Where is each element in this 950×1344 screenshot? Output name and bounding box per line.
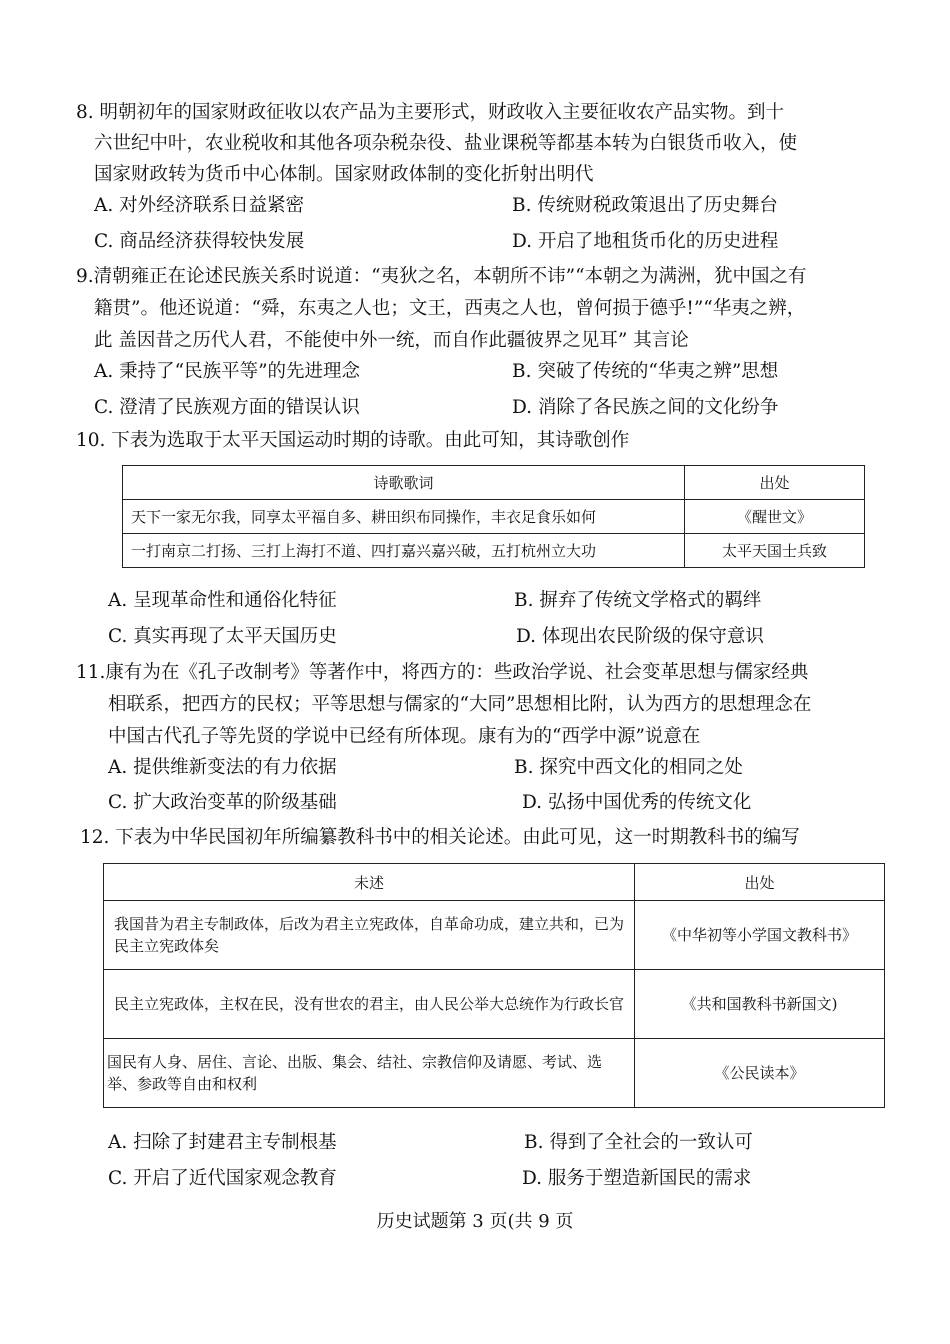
q12-header-statement: 未述 xyxy=(104,864,635,901)
q8-stem-line-2: 六世纪中叶，农业税收和其他各项杂税杂役、盐业课税等都基本转为白银货币收入，使 xyxy=(94,133,798,154)
q11-option-c[interactable]: C. 扩大政治变革的阶级基础 xyxy=(108,792,337,813)
page-footer: 历史试题第 3 页(共 9 页 xyxy=(376,1211,574,1232)
q11-stem-line-3: 中国古代孔子等先贤的学说中已经有所体现。康有为的“西学中源”说意在 xyxy=(108,726,701,747)
table-row xyxy=(123,500,865,534)
q10-option-b[interactable]: B. 摒弃了传统文学格式的羁绊 xyxy=(514,590,762,611)
q11-option-a[interactable]: A. 提供维新变法的有力依据 xyxy=(108,757,337,778)
q10-row2-lyrics: 一打南京二打扬、三打上海打不道、四打嘉兴嘉兴破，五打杭州立大功 xyxy=(123,534,685,568)
q8-option-a[interactable]: A. 对外经济联系日益紧密 xyxy=(94,195,305,216)
q12-row2-source: 《共和国教科书新国文) xyxy=(635,970,885,1039)
table-row xyxy=(123,534,865,568)
q12-option-c[interactable]: C. 开启了近代国家观念教育 xyxy=(108,1168,337,1189)
q8-stem-line-1: 8. 明朝初年的国家财政征收以农产品为主要形式，财政收入主要征收农产品实物。到十 xyxy=(76,102,785,123)
q12-option-b[interactable]: B. 得到了全社会的一致认可 xyxy=(524,1132,753,1153)
q12-option-d[interactable]: D. 服务于塑造新国民的需求 xyxy=(522,1168,752,1189)
q8-stem-line-3: 国家财政转为货币中心体制。国家财政体制的变化折射出明代 xyxy=(94,164,594,185)
q10-row1-lyrics: 天下一家无尔我，同享太平福自多、耕田织布同操作，丰衣足食乐如何 xyxy=(123,500,685,534)
q10-header-source: 出处 xyxy=(685,466,865,500)
q9-option-c[interactable]: C. 澄清了民族观方面的错误认识 xyxy=(94,397,360,418)
q12-textbook-table xyxy=(103,863,885,1108)
q9-stem-line-2: 籍贯”。他还说道：“舜，东夷之人也；文王，西夷之人也，曾何损于德乎!”“华夷之辨， xyxy=(94,298,806,319)
q12-header-source: 出处 xyxy=(635,864,885,901)
q11-stem-line-1: 11.康有为在《孔子改制考》等著作中，将西方的：些政治学说、社会变革思想与儒家经典 xyxy=(76,662,809,683)
q9-option-b[interactable]: B. 突破了传统的“华夷之辨”思想 xyxy=(512,361,779,382)
q10-stem: 10. 下表为选取于太平天国运动时期的诗歌。由此可知，其诗歌创作 xyxy=(76,430,630,451)
q12-row3-statement: 国民有人身、居住、言论、出版、集会、结社、宗教信仰及请愿、考试、选举、参政等自由和权利 xyxy=(104,1039,635,1108)
q9-stem-line-1: 9.清朝雍正在论述民族关系时说道：“夷狄之名，本朝所不讳”“本朝之为满洲，犹中国之有 xyxy=(76,266,807,287)
q12-row1-statement: 我国昔为君主专制政体，后改为君主立宪政体，自革命功成，建立共和，已为民主立宪政体矣 xyxy=(104,901,635,970)
q12-row3-source: 《公民读本》 xyxy=(635,1039,885,1108)
q9-option-a[interactable]: A. 秉持了“民族平等”的先进理念 xyxy=(94,361,361,382)
q12-row2-statement: 民主立宪政体，主权在民，没有世农的君主，由人民公举大总统作为行政长官 xyxy=(104,970,635,1039)
q9-stem-line-3: 此 盖因昔之历代人君，不能使中外一统，而自作此疆彼界之见耳” 其言论 xyxy=(94,330,689,351)
q10-poem-table xyxy=(122,465,865,568)
q12-option-a[interactable]: A. 扫除了封建君主专制根基 xyxy=(108,1132,337,1153)
q10-row1-source: 《醒世文》 xyxy=(685,500,865,534)
q10-header-lyrics: 诗歌歌词 xyxy=(123,466,685,500)
table-row xyxy=(104,901,885,970)
q12-stem: 12. 下表为中华民国初年所编纂教科书中的相关论述。由此可见，这一时期教科书的编写 xyxy=(80,827,800,848)
q8-option-c[interactable]: C. 商品经济获得较快发展 xyxy=(94,231,305,252)
q10-option-d[interactable]: D. 体现出农民阶级的保守意识 xyxy=(516,626,764,647)
q8-option-d[interactable]: D. 开启了地租货币化的历史进程 xyxy=(512,231,779,252)
q10-option-c[interactable]: C. 真实再现了太平天国历史 xyxy=(108,626,337,647)
q8-option-b[interactable]: B. 传统财税政策退出了历史舞台 xyxy=(512,195,778,216)
q10-row2-source: 太平天国士兵致 xyxy=(685,534,865,568)
q12-row1-source: 《中华初等小学国文教科书》 xyxy=(635,901,885,970)
q11-stem-line-2: 相联系，把西方的民权；平等思想与儒家的“大同”思想相比附，认为西方的思想理念在 xyxy=(108,694,812,715)
q9-option-d[interactable]: D. 消除了各民族之间的文化纷争 xyxy=(512,397,779,418)
q11-option-d[interactable]: D. 弘扬中国优秀的传统文化 xyxy=(522,792,752,813)
q10-option-a[interactable]: A. 呈现革命性和通俗化特征 xyxy=(108,590,337,611)
table-row xyxy=(104,1039,885,1108)
q11-option-b[interactable]: B. 探究中西文化的相同之处 xyxy=(514,757,743,778)
table-row xyxy=(104,970,885,1039)
